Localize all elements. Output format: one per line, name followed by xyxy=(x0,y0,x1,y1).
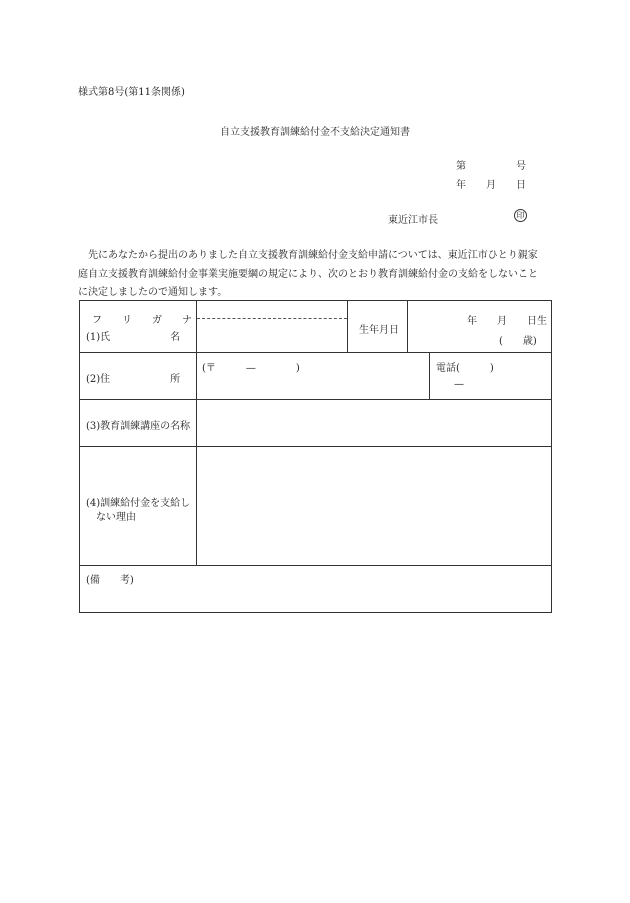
birthdate-label: 生年月日 xyxy=(359,325,399,336)
furigana-label: フ リ ガ ナ xyxy=(92,315,192,326)
column-divider xyxy=(407,301,408,352)
row-divider xyxy=(80,399,551,400)
birthdate-format: 年 月 日生 xyxy=(467,316,547,327)
address-label: (2)住 所 xyxy=(86,374,181,385)
notice-line: 庭自立支援教育訓練給付金事業実施要綱の規定により、次のとおり教育訓練給付金の支給をしないこと xyxy=(78,268,538,280)
postal-code-format: (〒 — ) xyxy=(202,363,300,374)
reason-label-line2: ない理由 xyxy=(96,512,136,523)
furigana-dashed-line xyxy=(197,318,347,319)
notice-form-table xyxy=(79,300,552,613)
column-divider xyxy=(429,352,430,399)
notice-body xyxy=(78,247,552,303)
row-divider xyxy=(80,352,551,353)
course-name-label: (3)教育訓練講座の名称 xyxy=(86,421,191,432)
age-format: ( 歳) xyxy=(499,336,537,347)
form-number: 様式第8号(第11条関係) xyxy=(78,87,185,98)
row-divider xyxy=(80,446,551,447)
notice-line: に決定しましたので通知します。 xyxy=(78,287,228,298)
reason-label-line1: (4)訓練給付金を支給し xyxy=(86,498,191,509)
remarks-label: (備 考) xyxy=(86,575,134,586)
notice-line: 先にあなたから提出のありました自立支援教育訓練給付金支給申請については、東近江市ひとり親家 xyxy=(78,250,538,261)
issuer-name: 東近江市長 xyxy=(388,215,438,226)
phone-label: 電話( ) xyxy=(436,363,494,374)
name-label: (1)氏 名 xyxy=(86,332,181,343)
phone-dash: — xyxy=(454,379,464,390)
issue-date: 年 月 日 xyxy=(456,180,526,191)
column-divider xyxy=(347,301,348,352)
issue-number: 第 号 xyxy=(456,161,526,172)
label-column-divider xyxy=(196,301,197,565)
seal-icon: 印 xyxy=(514,209,527,222)
row-divider xyxy=(80,565,551,566)
document-title: 自立支援教育訓練給付金不支給決定通知書 xyxy=(220,127,410,138)
